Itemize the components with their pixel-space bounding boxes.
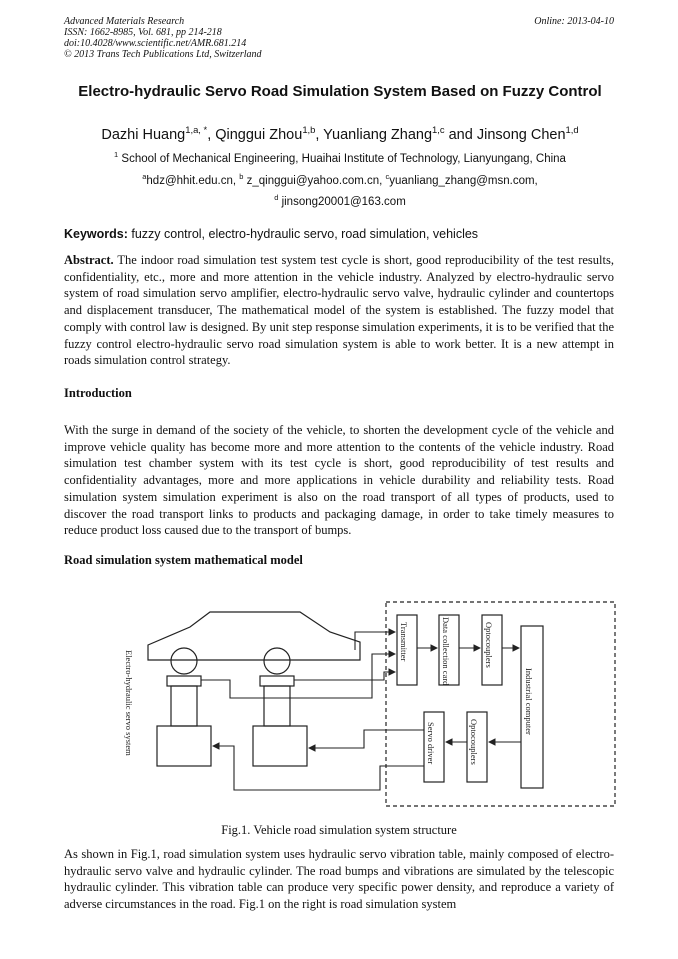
author-1: Dazhi Huang [101,126,186,143]
email-a: hdz@hhit.edu.cn, [146,174,240,187]
keywords-label: Keywords: [64,227,128,241]
introduction-text: With the surge in demand of the society of the vehicle, to shorten the development cycle of the vehicle and improve vehicle quality has become more and more attention to the contents of the vehicle industry. Road simulation test chamber system with its test cycle is short, good reproducibility of test results and confidentiality advantages, more and more applications in vehicle durability and reliability tests. Road simulation system simulation experiment is also on the road transport of all types of products, used to discover the road transport links to products and packaging damage, in order to take timely measures to reduce product loss caused due to the transport of bumps. [64,423,614,538]
control-system-boundary [386,602,615,806]
author-3: , Yuanliang Zhang [315,126,433,143]
doi-line: doi:10.4028/www.scientific.net/AMR.681.214 [64,38,247,49]
front-wheel [171,648,197,674]
body-text-after-figure: As shown in Fig.1, road simulation system uses hydraulic servo vibration table, mainly composed of electro-hydraulic servo valve and hydraulic cylinder. The road bumps and vibrations are simulated by the telescopic hydraulic cylinder. This vibration table can produce very specific power density, and reproduce a variety of adverse circumstances in the road. Fig.1 on the right is road simulation system [64,847,614,912]
email-c-sup: c [385,172,390,181]
email-c: yuanliang_zhang@msn.com, [389,174,538,187]
vehicle-body [148,612,360,660]
author-4-sup: 1,d [565,124,579,135]
copyright-line: © 2013 Trans Tech Publications Ltd, Switzerland [64,49,262,60]
section-heading-model: Road simulation system mathematical model [64,553,303,567]
left-actuator-plate [167,676,201,686]
issn-line: ISSN: 1662-8985, Vol. 681, pp 214-218 [64,27,222,38]
signal-line-rear [294,672,395,680]
email-a-sup: a [142,172,147,181]
email-d-sup: d [274,193,279,202]
author-1-sup: 1,a, * [185,124,208,135]
figure-caption: Fig.1. Vehicle road simulation system structure [221,823,457,837]
affiliation-sup: 1 [114,150,119,159]
author-3-sup: 1,c [432,124,445,135]
opto-top-label: Optocouplers [484,622,494,668]
left-hydraulic-cylinder [157,726,211,766]
daq-label: Data collection card [441,617,451,686]
journal-name: Advanced Materials Research [64,16,185,27]
affiliation-text: School of Mechanical Engineering, Huaihai Institute of Technology, Lianyungang, China [118,152,566,165]
email-b-sup: b [239,172,244,181]
abstract-label: Abstract. [64,253,114,267]
abstract-text: The indoor road simulation test system test cycle is short, good reproducibility of the test results, confidentiality, etc., more and more attention in the vehicle industry. Analyzed by electro-hydraulic servo system of road simulation servo amplifier, electro-hydraulic servo valve, hydraulic cylinder and countertops and displacement transducer, The mathematical model of the system is established. The fuzzy model that comply with control law is designed. By unit step response simulation experiments, it is to be verified that the fuzzy control electro-hydraulic servo road simulation system is able to work better. It is a new attempt in roads simulation control strategy. [64,253,614,368]
side-label: Electro-hydraulic servo system [124,650,134,756]
online-date: Online: 2013-04-10 [534,16,614,27]
author-2: , Qinggui Zhou [207,126,303,143]
signal-line-body [355,632,395,650]
right-actuator-rod [264,686,290,726]
left-actuator-rod [171,686,197,726]
right-actuator-plate [260,676,294,686]
section-heading-introduction: Introduction [64,386,132,400]
rear-wheel [264,648,290,674]
right-hydraulic-cylinder [253,726,307,766]
drive-line-rear [309,730,424,748]
paper-title: Electro-hydraulic Servo Road Simulation System Based on Fuzzy Control [78,83,602,100]
keywords-text: fuzzy control, electro-hydraulic servo, road simulation, vehicles [127,227,479,241]
drive-line-front [213,746,424,790]
servo-driver-label: Servo driver [426,722,436,765]
opto-bottom-label: Optocouplers [469,719,479,765]
email-d: jinsong20001@163.com [278,195,406,208]
email-b: z_qinggui@yahoo.com.cn, [243,174,386,187]
computer-label: Industrial computer [524,668,534,735]
author-4: and Jinsong Chen [444,126,566,143]
author-2-sup: 1,b [302,124,316,135]
transmitter-label: Transmitter [399,622,409,662]
